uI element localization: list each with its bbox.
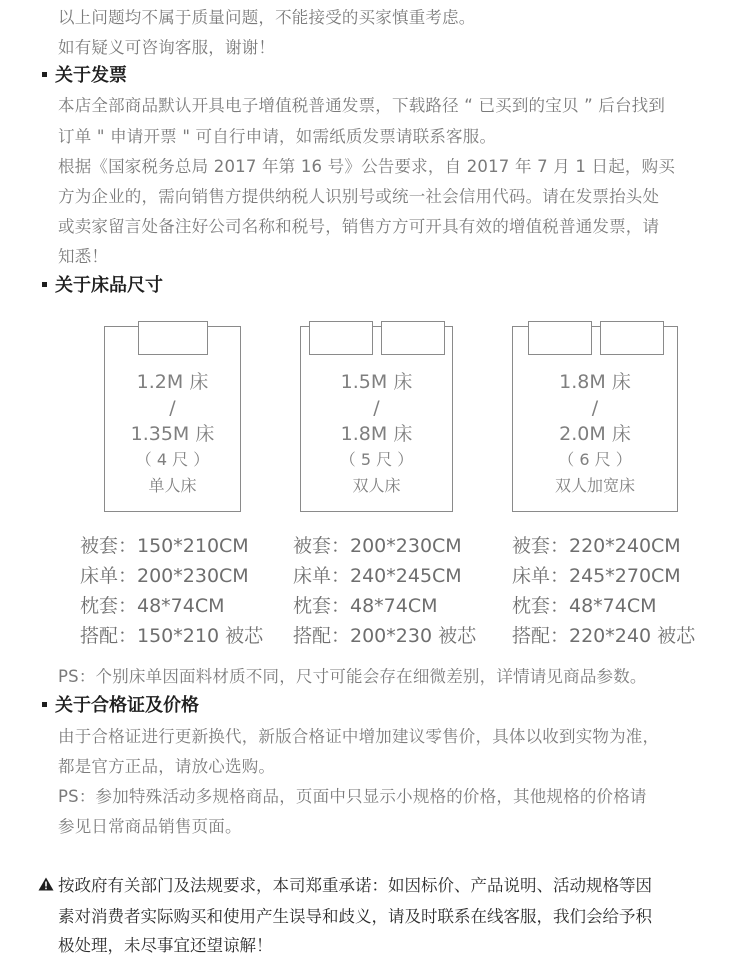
wide-double-bed-diagram bbox=[512, 326, 678, 512]
bed-size-separator: / bbox=[591, 397, 599, 419]
invoice-line: 订单 " 申请开票 " 可自行申请，如需纸质发票请联系客服。 bbox=[58, 127, 497, 146]
bed-size-label: 1.5M 床 bbox=[340, 371, 413, 393]
pillow-icon bbox=[138, 321, 208, 355]
pillow-icon bbox=[381, 321, 445, 355]
spec-pillowcase: 枕套：48*74CM bbox=[293, 595, 438, 617]
invoice-heading: 关于发票 bbox=[42, 62, 127, 90]
spec-duvet-cover: 被套：220*240CM bbox=[512, 535, 681, 557]
double-bed-diagram bbox=[300, 326, 453, 512]
spec-matching-quilt: 搭配：200*230 被芯 bbox=[293, 625, 477, 647]
bed-type-label: 双人加宽床 bbox=[554, 476, 635, 495]
bed-type-label: 双人床 bbox=[352, 476, 401, 495]
certificate-line: 由于合格证进行更新换代，新版合格证中增加建议零售价，具体以收到实物为准， bbox=[58, 727, 660, 746]
invoice-line: 知悉！ bbox=[58, 247, 109, 266]
bed-size-label: 1.8M 床 bbox=[559, 371, 631, 393]
bed-size-separator: / bbox=[373, 397, 380, 419]
spec-pillowcase: 枕套：48*74CM bbox=[512, 595, 657, 617]
bed-size-label: 1.2M 床 bbox=[136, 371, 209, 393]
bed-chi-label: （ 5 尺 ） bbox=[339, 450, 414, 469]
single-bed-diagram bbox=[104, 326, 241, 512]
pillow-icon bbox=[600, 321, 664, 355]
intro-line: 以上问题均不属于质量问题，不能接受的买家慎重考虑。 bbox=[58, 8, 476, 27]
spec-bed-sheet: 床单：240*245CM bbox=[293, 565, 462, 587]
invoice-line: 根据《国家税务总局 2017 年第 16 号》公告要求，自 2017 年 7 月 1 日起，购买 bbox=[58, 157, 676, 176]
warning-icon bbox=[38, 877, 54, 891]
invoice-line: 或卖家留言处备注好公司名称和税号，销售方方可开具有效的增值税普通发票，请 bbox=[58, 217, 660, 236]
spec-matching-quilt: 搭配：220*240 被芯 bbox=[512, 625, 696, 647]
bed-size-heading: 关于床品尺寸 bbox=[42, 272, 163, 300]
pillow-icon bbox=[309, 321, 373, 355]
spec-duvet-cover: 被套：150*210CM bbox=[80, 535, 249, 557]
notice-line: 素对消费者实际购买和使用产生误导和歧义，请及时联系在线客服，我们会给予积 bbox=[58, 907, 652, 926]
bed-chi-label: （ 6 尺 ） bbox=[558, 450, 632, 469]
bed-size-label: 1.35M 床 bbox=[130, 423, 215, 445]
bullet-icon bbox=[42, 702, 47, 707]
notice-line: 极处理，未尽事宜还望谅解！ bbox=[58, 936, 273, 955]
bed-type-label: 单人床 bbox=[148, 476, 197, 495]
invoice-line: 本店全部商品默认开具电子增值税普通发票，下载路径 “ 已买到的宝贝 ” 后台找到 bbox=[58, 96, 666, 115]
spec-bed-sheet: 床单：200*230CM bbox=[80, 565, 249, 587]
spec-duvet-cover: 被套：200*230CM bbox=[293, 535, 462, 557]
wide-double-bed-specs bbox=[512, 531, 695, 651]
certificate-line: 参见日常商品销售页面。 bbox=[58, 817, 242, 836]
bed-size-label: 1.8M 床 bbox=[340, 423, 413, 445]
invoice-line: 方为企业的，需向销售方提供纳税人识别号或统一社会信用代码。请在发票抬头处 bbox=[58, 187, 660, 206]
double-bed-specs bbox=[293, 531, 476, 651]
certificate-heading: 关于合格证及价格 bbox=[42, 692, 199, 720]
bed-size-label: 2.0M 床 bbox=[559, 423, 631, 445]
notice-line: 按政府有关部门及法规要求，本司郑重承诺：如因标价、产品说明、活动规格等因 bbox=[58, 876, 652, 895]
certificate-line: PS：参加特殊活动多规格商品，页面中只显示小规格的价格，其他规格的价格请 bbox=[58, 787, 647, 806]
single-bed-specs bbox=[80, 531, 263, 651]
spec-bed-sheet: 床单：245*270CM bbox=[512, 565, 681, 587]
bullet-icon bbox=[42, 282, 47, 287]
pillow-icon bbox=[528, 321, 592, 355]
spec-matching-quilt: 搭配：150*210 被芯 bbox=[80, 625, 264, 647]
bed-chi-label: （ 4 尺 ） bbox=[135, 450, 210, 469]
bed-size-separator: / bbox=[169, 397, 176, 419]
certificate-line: 都是官方正品，请放心选购。 bbox=[58, 757, 276, 776]
spec-pillowcase: 枕套：48*74CM bbox=[80, 595, 225, 617]
bullet-icon bbox=[42, 72, 47, 77]
bed-size-note: PS：个别床单因面料材质不同，尺寸可能会存在细微差别，详情请见商品参数。 bbox=[58, 667, 647, 686]
intro-line: 如有疑义可咨询客服，谢谢！ bbox=[58, 38, 276, 57]
